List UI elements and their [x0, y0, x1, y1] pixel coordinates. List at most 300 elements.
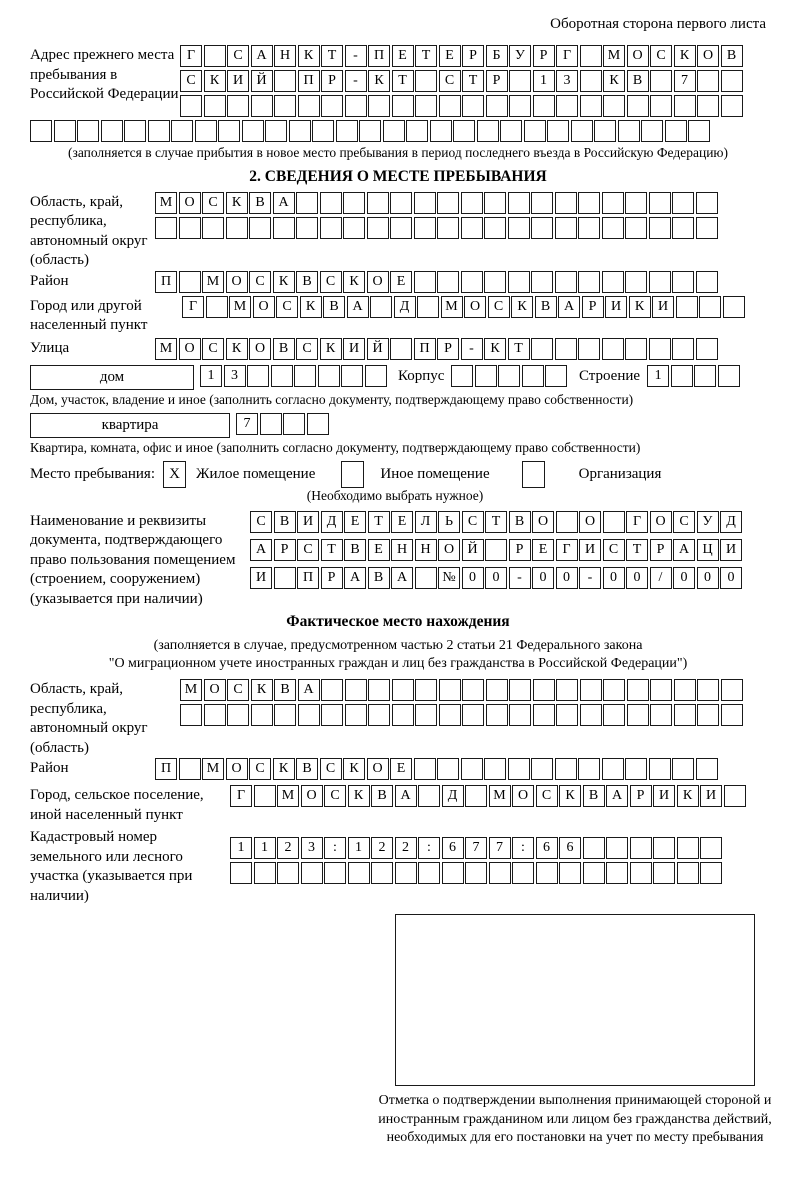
char-cell [336, 120, 358, 142]
char-cell: В [627, 70, 649, 92]
char-cell [345, 679, 367, 701]
char-cell: К [348, 785, 370, 807]
char-cell [650, 679, 672, 701]
char-cell: В [249, 192, 271, 214]
char-cell [341, 365, 363, 387]
char-cell: П [155, 758, 177, 780]
char-cell [649, 271, 671, 293]
city-label: Город или другой населенный пункт [30, 297, 148, 334]
char-cell: О [532, 511, 554, 533]
char-cell: 1 [647, 365, 669, 387]
char-cell: С [296, 338, 318, 360]
char-cell [583, 862, 605, 884]
char-cell [451, 365, 473, 387]
char-cell [367, 217, 389, 239]
char-cell [417, 296, 439, 318]
char-cell [594, 120, 616, 142]
char-cell [179, 271, 201, 293]
section2-title: 2. СВЕДЕНИЯ О МЕСТЕ ПРЕБЫВАНИЯ [249, 167, 547, 185]
char-cell [653, 837, 675, 859]
char-cell [437, 271, 459, 293]
char-cell: К [677, 785, 699, 807]
char-cell: О [438, 539, 460, 561]
char-cell [179, 758, 201, 780]
char-cell: К [629, 296, 651, 318]
char-cell [547, 120, 569, 142]
char-cell [392, 704, 414, 726]
char-cell [508, 192, 530, 214]
prev-address-row-1 [180, 45, 744, 67]
char-cell [415, 567, 437, 589]
char-cell [509, 95, 531, 117]
char-cell: Ц [697, 539, 719, 561]
prev-address-row-2 [180, 70, 744, 92]
char-cell [603, 511, 625, 533]
korpus-cells [451, 365, 569, 387]
char-cell: И [227, 70, 249, 92]
char-cell [697, 95, 719, 117]
char-cell [367, 192, 389, 214]
char-cell [545, 365, 567, 387]
char-cell: О [579, 511, 601, 533]
char-cell [368, 679, 390, 701]
char-cell [649, 338, 671, 360]
char-cell [414, 192, 436, 214]
char-cell: В [274, 511, 296, 533]
char-cell [260, 413, 282, 435]
char-cell [415, 704, 437, 726]
char-cell: О [249, 338, 271, 360]
char-cell: О [179, 338, 201, 360]
char-cell [484, 758, 506, 780]
char-cell: 6 [442, 837, 464, 859]
char-cell: С [439, 70, 461, 92]
char-cell: И [653, 785, 675, 807]
char-cell: Е [368, 539, 390, 561]
char-cell: Р [486, 70, 508, 92]
char-cell [602, 217, 624, 239]
char-cell [697, 70, 719, 92]
char-cell: 0 [603, 567, 625, 589]
char-cell: И [700, 785, 722, 807]
char-cell: Р [321, 567, 343, 589]
cadastre-block [30, 827, 766, 906]
char-cell: М [441, 296, 463, 318]
char-cell: С [202, 338, 224, 360]
char-cell: - [509, 567, 531, 589]
char-cell: М [155, 338, 177, 360]
char-cell [723, 296, 745, 318]
char-cell [415, 70, 437, 92]
char-cell: Т [462, 70, 484, 92]
char-cell [625, 338, 647, 360]
char-cell [618, 120, 640, 142]
char-cell: О [627, 45, 649, 67]
prev-address-row-3 [180, 95, 744, 117]
char-cell: Г [230, 785, 252, 807]
char-cell: С [603, 539, 625, 561]
actual-city-row [230, 785, 747, 807]
char-cell: В [273, 338, 295, 360]
char-cell [202, 217, 224, 239]
char-cell [625, 217, 647, 239]
char-cell: С [536, 785, 558, 807]
char-cell: В [274, 679, 296, 701]
char-cell [531, 271, 553, 293]
char-cell [500, 120, 522, 142]
region-block [30, 192, 766, 271]
char-cell [721, 70, 743, 92]
char-cell [571, 120, 593, 142]
char-cell: Г [180, 45, 202, 67]
char-cell [368, 95, 390, 117]
char-cell [602, 338, 624, 360]
char-cell: М [202, 758, 224, 780]
char-cell: 2 [371, 837, 393, 859]
char-cell [307, 413, 329, 435]
char-cell: Й [462, 539, 484, 561]
char-cell [348, 862, 370, 884]
char-cell: Т [508, 338, 530, 360]
char-cell: К [343, 758, 365, 780]
char-cell [650, 95, 672, 117]
char-cell [699, 296, 721, 318]
char-cell: К [511, 296, 533, 318]
char-cell: Р [533, 45, 555, 67]
char-cell [289, 120, 311, 142]
char-cell: В [296, 758, 318, 780]
char-cell [148, 120, 170, 142]
char-cell: О [464, 296, 486, 318]
char-cell [283, 413, 305, 435]
char-cell: П [368, 45, 390, 67]
char-cell [296, 192, 318, 214]
char-cell: 7 [236, 413, 258, 435]
char-cell: Р [630, 785, 652, 807]
char-cell: П [298, 70, 320, 92]
char-cell [415, 679, 437, 701]
char-cell [485, 539, 507, 561]
char-cell [578, 271, 600, 293]
char-cell [508, 758, 530, 780]
char-cell [254, 785, 276, 807]
char-cell [672, 192, 694, 214]
char-cell [531, 217, 553, 239]
char-cell: П [155, 271, 177, 293]
checkbox-zhiloe: X [163, 461, 186, 488]
char-cell [580, 679, 602, 701]
char-cell [489, 862, 511, 884]
char-cell [359, 120, 381, 142]
char-cell: Т [626, 539, 648, 561]
char-cell: : [418, 837, 440, 859]
char-cell [30, 120, 52, 142]
char-cell: М [155, 192, 177, 214]
actual-city-label: Город, сельское поселение, иной населенный пункт [30, 787, 204, 823]
prev-address-note: (заполняется в случае прибытия в новое место пребывания в период последнего въезда в Российскую Федерацию) [67, 145, 729, 160]
actual-region-block [30, 679, 766, 758]
char-cell: Г [182, 296, 204, 318]
char-cell [696, 758, 718, 780]
char-cell [531, 758, 553, 780]
char-cell [453, 120, 475, 142]
char-cell: А [273, 192, 295, 214]
char-cell: В [535, 296, 557, 318]
char-cell: Т [321, 45, 343, 67]
char-cell: О [650, 511, 672, 533]
char-cell [721, 95, 743, 117]
char-cell [696, 338, 718, 360]
char-cell [227, 95, 249, 117]
char-cell [343, 217, 365, 239]
char-cell [580, 45, 602, 67]
char-cell: 0 [673, 567, 695, 589]
char-cell [461, 758, 483, 780]
char-cell [602, 192, 624, 214]
char-cell: Е [344, 511, 366, 533]
char-cell [343, 192, 365, 214]
char-cell [606, 862, 628, 884]
char-cell: К [273, 271, 295, 293]
char-cell [414, 271, 436, 293]
char-cell: Р [462, 45, 484, 67]
char-cell: Е [439, 45, 461, 67]
char-cell [390, 338, 412, 360]
char-cell [630, 862, 652, 884]
char-cell [390, 217, 412, 239]
prev-address-block [30, 45, 766, 120]
char-cell: Д [442, 785, 464, 807]
actual-region-label: Область, край, республика, автономный округ (область) [30, 681, 148, 756]
char-cell [274, 704, 296, 726]
char-cell: К [298, 45, 320, 67]
char-cell: М [277, 785, 299, 807]
char-cell [555, 217, 577, 239]
char-cell [486, 704, 508, 726]
char-cell [486, 95, 508, 117]
char-cell [251, 704, 273, 726]
char-cell [274, 567, 296, 589]
checkbox-org [522, 461, 545, 488]
char-cell: Е [392, 45, 414, 67]
char-cell [484, 192, 506, 214]
char-cell: Ь [438, 511, 460, 533]
char-cell: Д [394, 296, 416, 318]
char-cell [536, 862, 558, 884]
district-block [30, 271, 766, 296]
char-cell [672, 758, 694, 780]
char-cell [365, 365, 387, 387]
char-cell [321, 704, 343, 726]
region-row-1 [155, 192, 719, 214]
char-cell [204, 45, 226, 67]
char-cell: Е [391, 511, 413, 533]
char-cell [242, 120, 264, 142]
char-cell [247, 365, 269, 387]
char-cell: - [345, 70, 367, 92]
char-cell [559, 862, 581, 884]
char-cell [533, 95, 555, 117]
char-cell: 0 [626, 567, 648, 589]
char-cell: И [297, 511, 319, 533]
apartment-cells [236, 413, 330, 435]
char-cell [477, 120, 499, 142]
char-cell [414, 217, 436, 239]
apartment-row [30, 413, 766, 438]
char-cell [578, 217, 600, 239]
city-row [182, 296, 746, 318]
char-cell [218, 120, 240, 142]
district-label: Район [30, 272, 69, 289]
house-cells [200, 365, 388, 387]
char-cell: 1 [348, 837, 370, 859]
char-cell [696, 192, 718, 214]
option-org-label: Организация [578, 465, 662, 482]
char-cell [204, 704, 226, 726]
char-cell [484, 217, 506, 239]
char-cell: С [180, 70, 202, 92]
char-cell: 6 [536, 837, 558, 859]
char-cell: В [371, 785, 393, 807]
char-cell: 1 [230, 837, 252, 859]
char-cell [475, 365, 497, 387]
char-cell: Г [626, 511, 648, 533]
char-cell [486, 679, 508, 701]
char-cell [320, 192, 342, 214]
char-cell: С [650, 45, 672, 67]
char-cell: М [489, 785, 511, 807]
char-cell [101, 120, 123, 142]
char-cell: А [673, 539, 695, 561]
char-cell: А [251, 45, 273, 67]
char-cell: : [512, 837, 534, 859]
stay-place-note: (Необходимо выбрать нужное) [306, 487, 484, 503]
char-cell: К [251, 679, 273, 701]
checkbox-inoe [341, 461, 364, 488]
char-cell: Л [415, 511, 437, 533]
char-cell [437, 217, 459, 239]
char-cell [508, 271, 530, 293]
char-cell [298, 704, 320, 726]
char-cell [230, 862, 252, 884]
stay-place-row [30, 461, 766, 488]
char-cell [665, 120, 687, 142]
char-cell [555, 338, 577, 360]
char-cell: О [367, 271, 389, 293]
char-cell [273, 217, 295, 239]
apartment-note: Квартира, комната, офис и иное (заполнить согласно документу, подтверждающему право собственности) [30, 439, 641, 455]
char-cell: К [603, 70, 625, 92]
char-cell: С [249, 271, 271, 293]
char-cell: С [320, 758, 342, 780]
char-cell [625, 192, 647, 214]
char-cell [392, 679, 414, 701]
char-cell [700, 837, 722, 859]
char-cell [370, 296, 392, 318]
char-cell [195, 120, 217, 142]
prev-address-rows [180, 45, 744, 120]
actual-location-title: Фактическое место нахождения [286, 613, 510, 630]
char-cell [583, 837, 605, 859]
char-cell [627, 679, 649, 701]
char-cell [296, 217, 318, 239]
char-cell: 7 [465, 837, 487, 859]
char-cell [227, 704, 249, 726]
char-cell [531, 338, 553, 360]
page-side-note: Оборотная сторона первого листа [550, 16, 766, 32]
char-cell: В [721, 45, 743, 67]
stroenie-cells [647, 365, 741, 387]
char-cell: К [226, 338, 248, 360]
char-cell [524, 120, 546, 142]
char-cell: Р [274, 539, 296, 561]
char-cell [321, 679, 343, 701]
document-block [30, 511, 766, 610]
char-cell [556, 95, 578, 117]
char-cell: Р [509, 539, 531, 561]
char-cell: Д [321, 511, 343, 533]
char-cell [265, 120, 287, 142]
char-cell [324, 862, 346, 884]
char-cell [171, 120, 193, 142]
char-cell: Е [390, 758, 412, 780]
document-row-3 [250, 567, 744, 589]
prev-address-overflow-row [30, 120, 766, 142]
char-cell: М [180, 679, 202, 701]
char-cell: Т [368, 511, 390, 533]
char-cell: 0 [720, 567, 742, 589]
char-cell: Й [367, 338, 389, 360]
char-cell: И [605, 296, 627, 318]
street-block [30, 338, 766, 363]
char-cell: Р [582, 296, 604, 318]
district-row [155, 271, 719, 293]
char-cell [298, 95, 320, 117]
option-zhiloe-label: Жилое помещение [196, 465, 316, 482]
char-cell [321, 95, 343, 117]
char-cell [204, 95, 226, 117]
char-cell [406, 120, 428, 142]
char-cell: А [250, 539, 272, 561]
document-label: Наименование и реквизиты документа, подтверждающего право пользования помещением (строением, сооружением) (указывается при наличии) [30, 512, 236, 607]
char-cell: О [179, 192, 201, 214]
char-cell [522, 365, 544, 387]
char-cell: К [300, 296, 322, 318]
char-cell [578, 192, 600, 214]
char-cell [180, 704, 202, 726]
actual-city-block [30, 785, 766, 825]
char-cell [676, 296, 698, 318]
char-cell: С [227, 45, 249, 67]
house-note: Дом, участок, владение и иное (заполнить согласно документу, подтверждающему право собственности) [30, 391, 634, 407]
char-cell [294, 365, 316, 387]
char-cell [226, 217, 248, 239]
char-cell: С [297, 539, 319, 561]
char-cell: А [395, 785, 417, 807]
char-cell [251, 95, 273, 117]
char-cell [430, 120, 452, 142]
char-cell [461, 271, 483, 293]
char-cell [697, 704, 719, 726]
region-row-2 [155, 217, 719, 239]
char-cell: - [579, 567, 601, 589]
korpus-label: Корпус [398, 367, 445, 384]
char-cell [694, 365, 716, 387]
char-cell: : [324, 837, 346, 859]
char-cell [437, 192, 459, 214]
char-cell: К [273, 758, 295, 780]
char-cell: В [323, 296, 345, 318]
